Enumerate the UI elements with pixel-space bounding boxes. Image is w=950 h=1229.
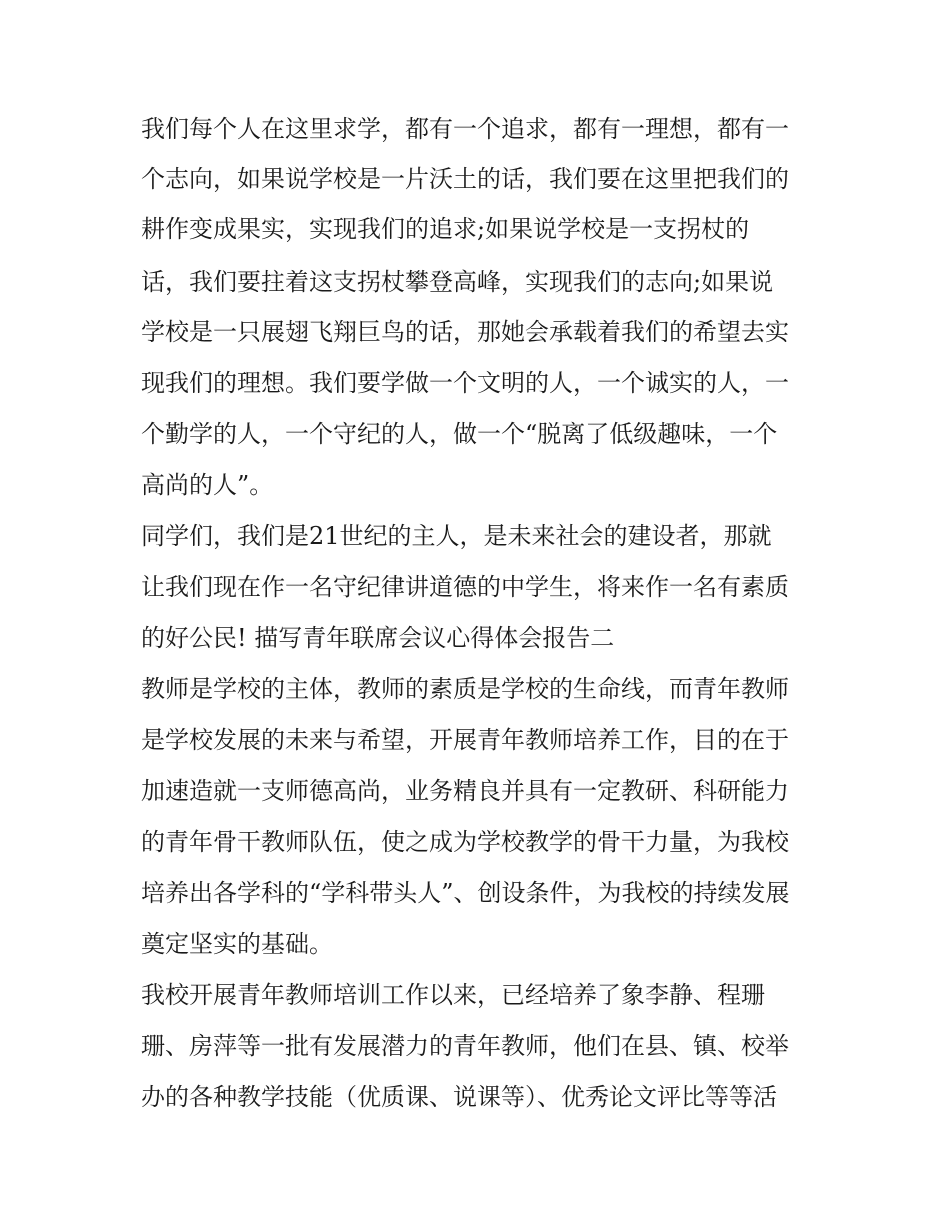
text-line: 让我们现在作一名守纪律讲道德的中学生，将来作一名有素质 [141,573,789,601]
text-line: 学校是一只展翅飞翔巨鸟的话，那她会承载着我们的希望去实 [141,318,789,346]
text-line: 我校开展青年教师培训工作以来，已经培养了象李静、程珊 [141,981,765,1009]
text-line: 是学校发展的未来与希望，开展青年教师培养工作，目的在于 [141,726,789,754]
text-line: 的好公民! 描写青年联席会议心得体会报告二 [141,624,615,652]
text-line: 教师是学校的主体，教师的素质是学校的生命线，而青年教师 [141,675,789,703]
text-line: 耕作变成果实，实现我们的追求;如果说学校是一支拐杖的 [141,215,750,243]
text-line: 同学们，我们是21世纪的主人，是未来社会的建设者，那就 [141,522,772,550]
text-line: 我们每个人在这里求学，都有一个追求，都有一理想，都有一 [141,115,789,143]
text-line: 珊、房萍等一批有发展潜力的青年教师，他们在县、镇、校举 [141,1032,789,1060]
text-line: 个勤学的人，一个守纪的人，做一个“脱离了低级趣味，一个 [141,420,778,448]
text-line: 个志向，如果说学校是一片沃土的话，我们要在这里把我们的 [141,165,789,193]
text-line: 办的各种教学技能（优质课、说课等）、优秀论文评比等等活 [141,1083,777,1111]
text-line: 加速造就一支师德高尚，业务精良并具有一定教研、科研能力 [141,777,789,805]
text-line: 现我们的理想。我们要学做一个文明的人，一个诚实的人，一 [141,369,789,397]
text-line: 的青年骨干教师队伍，使之成为学校教学的骨干力量，为我校 [141,828,789,856]
text-line: 培养出各学科的“学科带头人”、创设条件，为我校的持续发展 [141,879,790,907]
text-line: 话，我们要拄着这支拐杖攀登高峰，实现我们的志向;如果说 [141,268,774,296]
text-line: 高尚的人”。 [141,471,274,499]
text-line: 奠定坚实的基础。 [141,930,333,958]
